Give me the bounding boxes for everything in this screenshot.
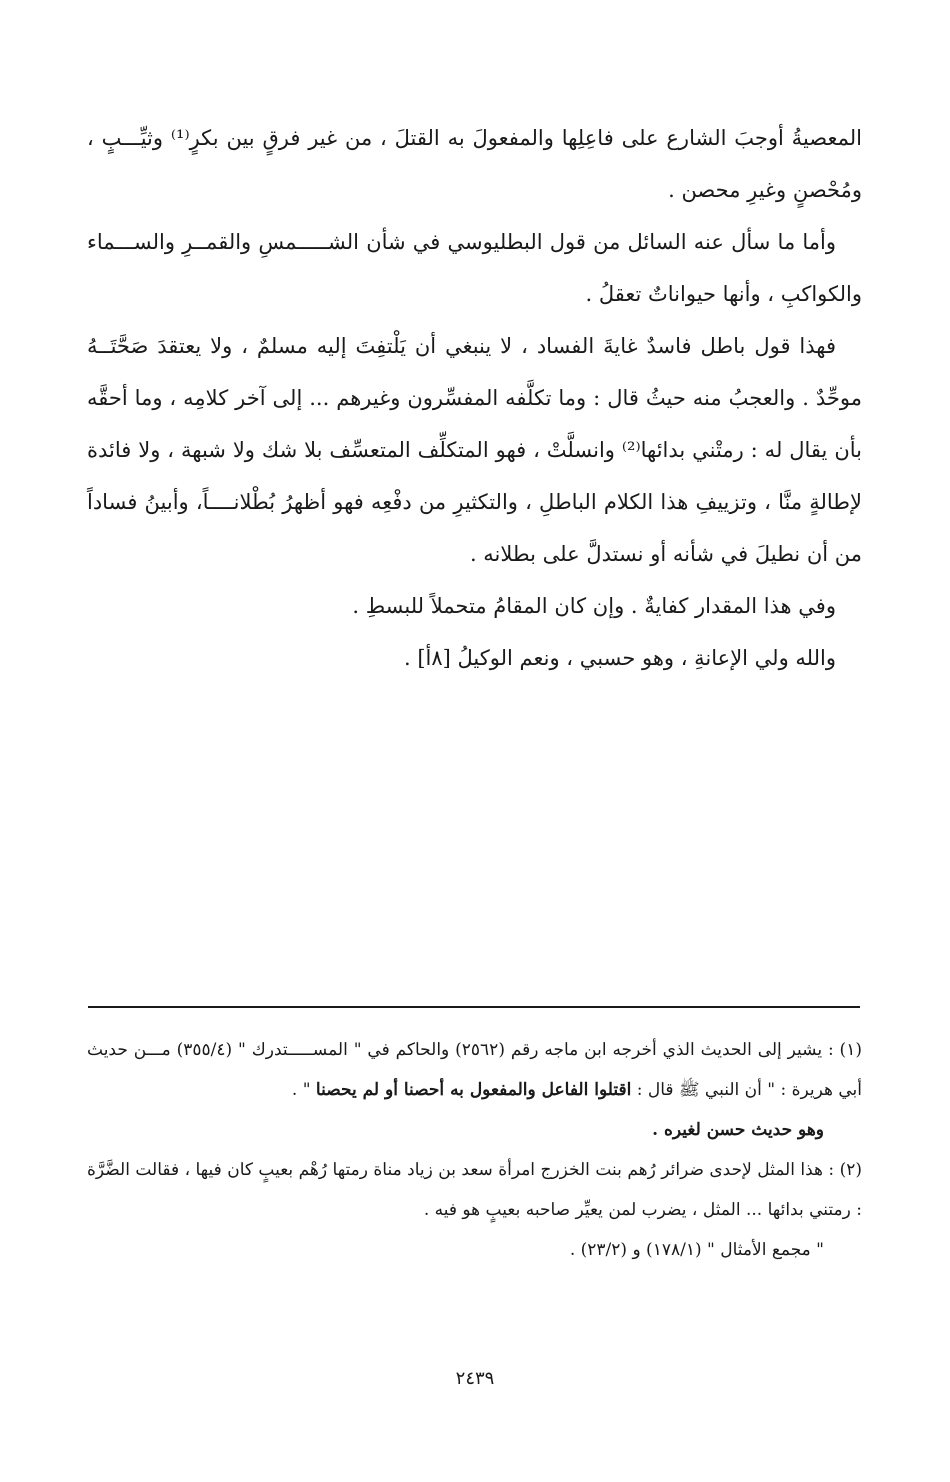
footnote-1	[87, 1030, 862, 1110]
paragraph-5: والله ولي الإعانةِ ، وهو حسبي ، ونعم الوكيلُ [٨أ] .	[403, 646, 836, 670]
page-number: ٢٤٣٩	[455, 1368, 495, 1389]
footnote-1-grade: وهو حديث حسن لغيره .	[652, 1120, 824, 1140]
footnotes	[87, 1030, 862, 1270]
footnote-1-intro: (١) : يشير إلى الحديث الذي أخرجه ابن ماجه رقم (٢٥٦٢) والحاكم في " المســـــتدرك " (٣٥٥/٤) مـــن حديث أبي هريرة : " أن النبي ﷺ قال :	[87, 1040, 862, 1100]
paragraph-2: وأما ما سأل عنه السائل من قول البطليوسي في شأن الشـــــمسِ والقمــرِ والســـماء والكواكبِ ، وأنها حيواناتٌ تعقلُ .	[87, 230, 862, 306]
paragraph-4: وفي هذا المقدار كفايةٌ . وإن كان المقامُ متحملاً للبسطِ .	[352, 594, 836, 618]
paragraph-3: فهذا قول باطل فاسدٌ غايةَ الفساد ، لا ينبغي أن يَلْتفِتَ إليه مسلمٌ ، ولا يعتقدَ صَحَّتَــهُ موحِّدٌ . والعجبُ منه حيثُ قال : وما تكلَّفه المفسِّرون وغيرهم ... إلى آخر كلامِه ، وما أحقَّه بأن يقال له : رمتْني بدائها⁽²⁾ وانسلَّتْ ، فهو المتكلِّف المتعسِّف بلا شك ولا شبهة ، ولا فائدة لإطالةٍ منَّا ، وتزييفِ هذا الكلام الباطلِ ، والتكثيرِ من دفْعِه فهو أظهرُ بُطْلانــــاً، وأبينُ فساداً من أن نطيلَ في شأنه أو نستدلَّ على بطلانه .	[87, 334, 863, 566]
footnote-2: (٢) : هذا المثل لإحدى ضرائر رُهم بنت الخزرج امرأة سعد بن زياد مناة رمتها رُهْم بعيبٍ كان فيها ، فقالت الضَّرَّة : رمتني بدائها ... المثل ، يضرب لمن يعيِّر صاحبه بعيبٍ هو فيه .	[87, 1160, 862, 1220]
footnote-1-outro: " .	[291, 1080, 316, 1100]
footnote-separator	[88, 1006, 860, 1008]
footnote-1-hadith-quote: اقتلوا الفاعل والمفعول به أحصنا أو لم يحصنا	[315, 1080, 632, 1100]
main-text	[87, 112, 862, 684]
paragraph-1: المعصيةُ أوجبَ الشارع على فاعِلِها والمفعولَ به القتلَ ، من غير فرقٍ بين بكرٍ⁽¹⁾ وثيِّـــبٍ ، ومُحْصنٍ وغيرِ محصن .	[87, 126, 862, 202]
footnote-2-reference: " مجمع الأمثال " (١٧٨/١) و (٢٣/٢) .	[569, 1240, 824, 1260]
